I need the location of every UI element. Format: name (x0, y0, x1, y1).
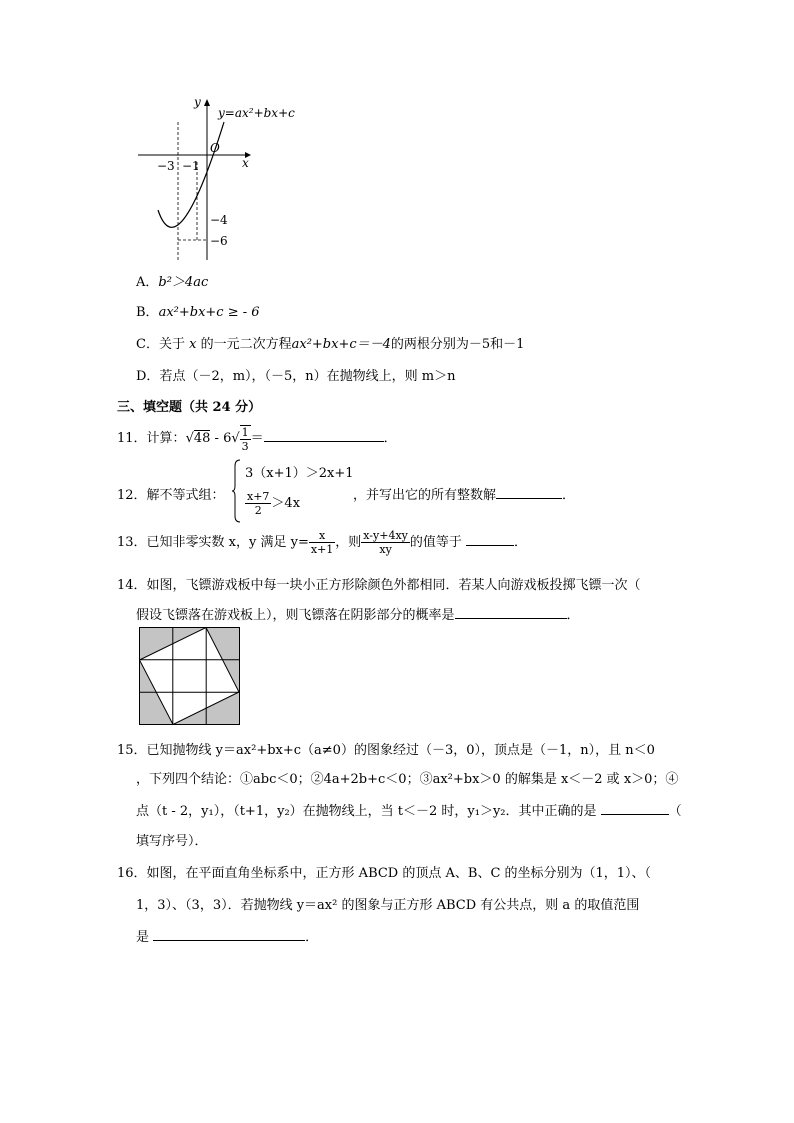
q11-end: ． (383, 431, 397, 446)
q12-prefix: 解不等式组： (146, 488, 225, 503)
question-15-line1 (117, 739, 655, 758)
q15-line1: 已知抛物线 y＝ax²+bx+c（a≠0）的图象经过（－3，0），顶点是（－1，n），且 n＜0 (146, 743, 655, 758)
q15-number: 15． (117, 743, 147, 758)
q12-end: ． (562, 488, 576, 503)
option-d (136, 365, 456, 384)
option-b (136, 301, 260, 320)
q12-frac-den: 2 (254, 504, 262, 517)
option-a-label: A． (136, 275, 159, 290)
q14-line1: 如图，飞镖游戏板中每一块小正方形除颜色外都相同．若某人向游戏板投掷飞镖一次（ (146, 578, 641, 593)
left-brace-icon (231, 458, 241, 524)
q14-number: 14． (117, 578, 147, 593)
q13-f2-num: x-y+4xy (363, 529, 408, 542)
question-16-line3 (136, 926, 318, 945)
tick-neg3: −3 (157, 159, 175, 173)
q11-frac-num: 1 (241, 425, 249, 439)
option-c-var: x (189, 337, 197, 352)
tick-neg4: −4 (210, 213, 228, 227)
section-title: 三、填空题（共 24 分） (117, 400, 262, 415)
question-16-line1 (117, 862, 651, 881)
q11-answer-blank[interactable] (264, 429, 384, 442)
question-16-line2: 1，3）、（3，3）．若抛物线 y＝ax² 的图象与正方形 ABCD 有公共点，则 a 的取值范围 (136, 898, 640, 913)
question-14-line2 (136, 604, 580, 623)
y-axis-label: y (194, 95, 201, 109)
equation-label: y=ax²+bx+c (218, 106, 295, 120)
question-15-line2: ，下列四个结论：①abc＜0；②4a+2b+c＜0；③ax²+bx＞0 的解集是 x＜－2 或 x＞0；④ (136, 772, 679, 787)
q12-line2 (245, 490, 300, 517)
question-13 (117, 527, 527, 559)
sqrt-icon: √ (185, 431, 194, 446)
origin-label: O (210, 141, 220, 155)
q13-prefix: 已知非零实数 x，y 满足 y= (146, 535, 309, 550)
q16-number: 16． (117, 866, 147, 881)
parabola-curve (158, 122, 224, 227)
y-axis-arrow (204, 99, 210, 106)
option-c-label: C． (136, 337, 159, 352)
option-c (136, 333, 524, 352)
q13-end: ． (514, 535, 528, 550)
dartboard-figure (139, 627, 240, 725)
tick-neg1: −1 (182, 159, 200, 173)
q16-line3: 是 (136, 930, 150, 945)
q11-frac-den: 3 (241, 439, 249, 453)
q13-f2-den: xy (379, 543, 392, 556)
q13-f1-num: x (309, 529, 335, 543)
sqrt-icon: √ (231, 431, 240, 446)
q12-suffix: ，并写出它的所有整数解 (353, 488, 497, 503)
option-b-label: B． (136, 305, 159, 320)
q12-number: 12． (117, 488, 147, 503)
q13-fraction-1 (309, 529, 335, 556)
q11-minus-six: - 6 (210, 431, 232, 446)
q12-line1: 3（x+1）＞2x+1 (245, 466, 354, 481)
option-c-pre: 关于 (158, 337, 185, 352)
q13-suffix: 的值等于 (409, 535, 462, 550)
option-c-eq: ax²+bx+c＝－4 (291, 337, 391, 352)
option-a-text: b²＞4ac (158, 275, 209, 290)
q14-line2: 假设飞镖落在游戏板上），则飞镖落在阴影部分的概率是 (136, 608, 455, 623)
q15-line3-end: （ (668, 804, 682, 819)
q12-answer-blank[interactable] (496, 486, 562, 499)
q11-equals: ＝ (250, 431, 264, 446)
q13-answer-blank[interactable] (466, 533, 514, 546)
option-c-post: 的两根分别为－5和－1 (390, 337, 525, 352)
q16-end: ． (305, 930, 319, 945)
q14-answer-blank[interactable] (455, 606, 567, 619)
option-d-label: D． (136, 369, 160, 384)
q11-prefix: 计算： (146, 431, 186, 446)
question-15-line4: 填写序号）． (136, 834, 208, 849)
option-d-text: 若点（－2，m），（－5，n）在抛物线上，则 m＞n (159, 369, 456, 384)
option-a (136, 271, 208, 290)
q12-line2-rest: ＞4x (271, 496, 301, 511)
q12-frac-num: x+7 (247, 490, 270, 503)
q16-answer-blank[interactable] (153, 928, 305, 941)
q13-number: 13． (117, 535, 147, 550)
q11-number: 11． (117, 431, 147, 446)
question-14-line1 (117, 574, 641, 593)
question-11 (117, 424, 397, 454)
q15-line3: 点（t - 2，y₁），（t+1，y₂）在抛物线上，当 t＜－2 时，y₁＞y₂．其中正确的是 (136, 804, 597, 819)
parabola-graph (130, 92, 320, 262)
q16-line1: 如图，在平面直角坐标系中，正方形 ABCD 的顶点 A、B、C 的坐标分别为（1，1）、（ (146, 866, 652, 881)
tick-neg6: −6 (210, 234, 228, 248)
q11-radicand-a: 48 (193, 431, 211, 446)
question-15-line3 (136, 800, 682, 819)
q12-fraction (245, 490, 271, 517)
q13-fraction-2 (361, 529, 410, 556)
option-c-mid: 的一元二次方程 (200, 337, 292, 352)
q13-f1-den: x+1 (310, 543, 334, 556)
q15-answer-blank[interactable] (601, 802, 669, 815)
option-b-text: ax²+bx+c ≥ - 6 (158, 305, 260, 320)
q14-end: ． (566, 608, 580, 623)
q13-mid: ，则 (335, 535, 362, 550)
q11-fraction (240, 425, 251, 453)
x-axis-label: x (242, 156, 249, 170)
